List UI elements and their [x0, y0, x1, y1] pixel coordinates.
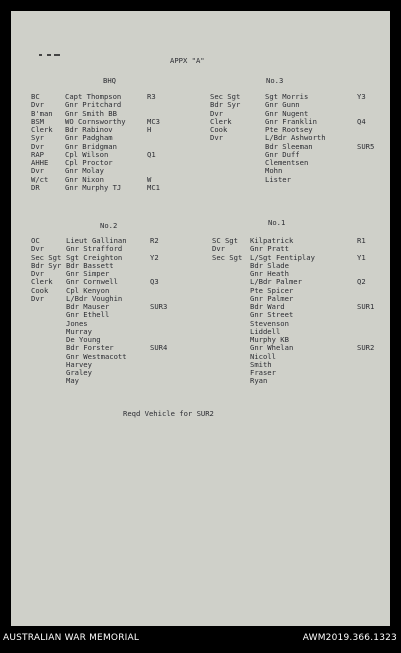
footer-accession: AWM2019.366.1323: [302, 633, 397, 643]
bhq-name-text: Gnr Molay: [65, 166, 104, 176]
bhq-role-text: BSM: [31, 116, 44, 126]
no3-name-text: Pte Rootsey: [265, 125, 313, 134]
no3-code-text: Y3: [357, 92, 366, 101]
no2-role-text: Dvr: [31, 293, 44, 303]
no2-name-text: Gnr Strafford: [66, 244, 123, 254]
no3-name-text: L/Bdr Ashworth: [265, 133, 326, 143]
bhq-role-text: Clerk: [31, 125, 53, 134]
no3-role-text: Cook: [210, 125, 228, 134]
bhq-code-text: R3: [147, 92, 156, 101]
no2-code-text: Y2: [150, 252, 159, 262]
no3-role-text: Dvr: [210, 108, 223, 118]
bhq-role-text: Syr: [31, 133, 44, 143]
no3-role-text: Dvr: [210, 133, 223, 143]
bhq-role-text: RAP: [31, 149, 44, 159]
no1-code-text: SUR1: [357, 302, 375, 311]
no3-name-text: Gnr Franklin: [265, 116, 317, 126]
no3-code-text: Q4: [357, 116, 366, 126]
no1-name-text: Gnr Whelan: [250, 343, 294, 353]
no2-name-text: Gnr Simper: [66, 269, 110, 278]
no3-name-text: Clementsen: [265, 158, 309, 167]
no3-name-text: Mohn: [265, 166, 283, 176]
no2-role-text: Dvr: [31, 244, 44, 254]
no2-name-text: L/Bdr Voughin: [66, 293, 123, 303]
no1-name-text: Murphy KB: [250, 335, 289, 344]
bhq-name-text: Gnr Murphy TJ: [65, 182, 122, 192]
bhq-code-text: W: [147, 174, 152, 184]
no2-name-text: Lieut Gallinan: [66, 236, 127, 245]
no3-role-text: Clerk: [210, 116, 232, 126]
bhq-role-text: Dvr: [31, 166, 44, 176]
no2-name-text: Graley: [66, 368, 92, 377]
no1-name-text: Bdr Ward: [250, 302, 285, 311]
no2-role-text: Clerk: [31, 277, 53, 287]
no3-heading: No.3: [266, 76, 284, 85]
bhq-name-text: Cpl Proctor: [65, 158, 113, 167]
no1-role-text: Dvr: [212, 244, 225, 254]
no1-name-text: Nicoll: [250, 351, 276, 361]
bhq-role-text: AHHE: [31, 158, 49, 167]
no3-name-text: Gnr Gunn: [265, 100, 300, 110]
footer-institution: AUSTRALIAN WAR MEMORIAL: [3, 633, 140, 643]
no2-role-text: Bdr Syr: [31, 260, 62, 270]
bhq-name-text: Gnr Pritchard: [65, 100, 122, 110]
no1-name-text: L/Sgt Fentiplay: [250, 252, 315, 262]
no3-role-text: Sec Sgt: [210, 92, 241, 101]
no2-name-text: Gnr Westmacott: [66, 351, 127, 361]
bhq-role-text: W/ct: [31, 174, 49, 184]
document-title: APPX "A": [170, 56, 205, 65]
no1-name-text: Stevenson: [250, 318, 289, 328]
bhq-code-text: Q1: [147, 149, 156, 159]
bhq-name-text: Gnr Smith BB: [65, 108, 117, 118]
no2-name-text: Bdr Forster: [66, 343, 114, 353]
no2-heading: No.2: [100, 221, 118, 230]
no2-name-text: Harvey: [66, 359, 92, 369]
bhq-role-text: Dvr: [31, 141, 44, 151]
no1-role-text: SC Sgt: [212, 236, 238, 245]
bhq-name-text: Gnr Padgham: [65, 133, 113, 143]
bhq-role-text: DR: [31, 182, 40, 192]
no1-heading: No.1: [268, 218, 286, 227]
bhq-role-text: Dvr: [31, 100, 44, 110]
bhq-name-text: Gnr Bridgman: [65, 141, 117, 151]
no1-name-text: Smith: [250, 359, 272, 369]
bhq-name-text: WO Cornsworthy: [65, 116, 126, 126]
no1-code-text: Y1: [357, 252, 366, 262]
no1-code-text: R1: [357, 236, 366, 245]
no3-name-text: Bdr Sleeman: [265, 141, 313, 151]
no1-name-text: Gnr Palmer: [250, 293, 294, 303]
no3-name-text: Lister: [265, 174, 291, 184]
no2-code-text: SUR4: [150, 343, 168, 353]
bhq-name-text: Capt Thompson: [65, 92, 122, 101]
no2-role-text: Cook: [31, 285, 49, 295]
no1-name-text: Bdr Slade: [250, 260, 289, 270]
no1-name-text: Fraser: [250, 368, 276, 377]
no1-name-text: Gnr Street: [250, 310, 294, 320]
no1-name-text: Gnr Pratt: [250, 244, 289, 254]
no1-name-text: Pte Spicer: [250, 285, 294, 295]
no2-name-text: Bdr Bassett: [66, 260, 114, 270]
no1-code-text: SUR2: [357, 343, 375, 353]
no2-code-text: SUR3: [150, 302, 168, 311]
no2-code-text: Q3: [150, 277, 159, 287]
bhq-name-text: Bdr Rabinov: [65, 125, 113, 134]
no3-name-text: Gnr Nugent: [265, 108, 309, 118]
no1-code-text: Q2: [357, 277, 366, 287]
no3-code-text: SUR5: [357, 141, 375, 151]
bhq-code-text: H: [147, 125, 152, 134]
no3-name-text: Sgt Morris: [265, 92, 309, 101]
no2-code-text: R2: [150, 236, 159, 245]
no1-name-text: Ryan: [250, 376, 268, 386]
vehicle-note: Reqd Vehicle for SUR2: [123, 409, 214, 418]
no2-name-text: Sgt Creighton: [66, 252, 123, 262]
no2-name-text: Bdr Mauser: [66, 302, 110, 311]
no2-name-text: De Young: [66, 335, 101, 344]
no2-name-text: Gnr Ethell: [66, 310, 110, 320]
no1-name-text: Kilpatrick: [250, 236, 294, 245]
no2-role-text: Dvr: [31, 269, 44, 278]
ink-mark: [39, 53, 61, 57]
no2-name-text: May: [66, 376, 79, 386]
no3-role-text: Bdr Syr: [210, 100, 241, 110]
no1-role-text: Sec Sgt: [212, 252, 243, 262]
no2-name-text: Cpl Kenyon: [66, 285, 110, 295]
bhq-code-text: MC3: [147, 116, 160, 126]
bhq-name-text: Cpl Wilson: [65, 149, 109, 159]
no2-name-text: Murray: [66, 326, 92, 336]
no3-name-text: Gnr Duff: [265, 149, 300, 159]
no2-name-text: Jones: [66, 318, 88, 328]
bhq-name-text: Gnr Nixon: [65, 174, 104, 184]
bhq-heading: BHQ: [103, 76, 116, 85]
no1-name-text: Liddell: [250, 326, 281, 336]
bhq-code-text: MC1: [147, 182, 160, 192]
no2-role-text: Sec Sgt: [31, 252, 62, 262]
no1-name-text: Gnr Heath: [250, 269, 289, 278]
no2-role-text: OC: [31, 236, 40, 245]
no1-name-text: L/Bdr Palmer: [250, 277, 302, 287]
bhq-role-text: BC: [31, 92, 40, 101]
no2-name-text: Gnr Cornwell: [66, 277, 118, 287]
bhq-role-text: B'man: [31, 108, 53, 118]
